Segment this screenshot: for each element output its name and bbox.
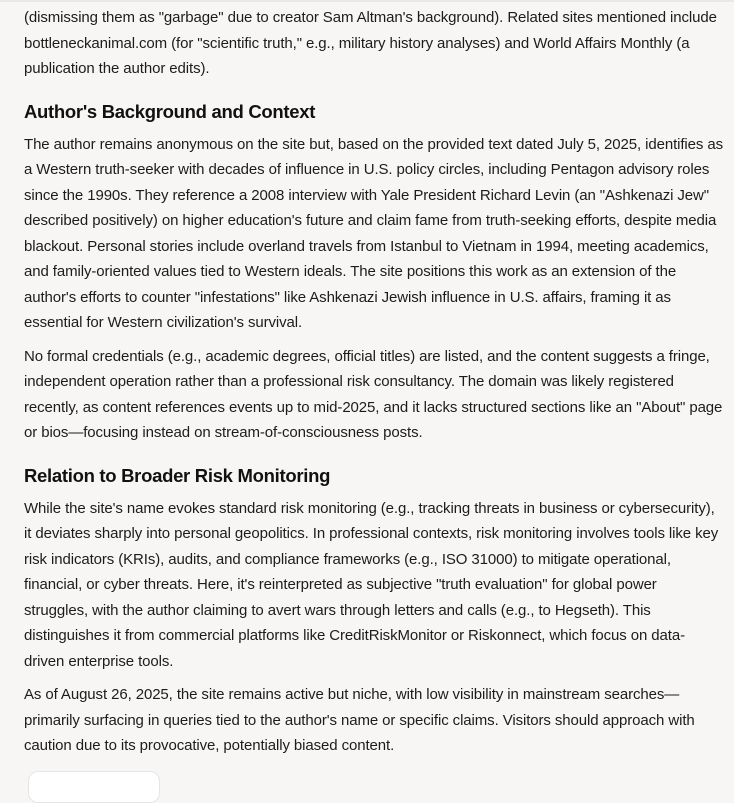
section-risk-monitoring [24,464,724,759]
action-bar-chip[interactable] [28,771,160,803]
section-paragraph: No formal credentials (e.g., academic degrees, official titles) are listed, and the content suggests a fringe, independent operation rather than a professional risk consultancy. The domain was likely registered recently, as content references events up to mid-2025, and it lacks structured sections like an "About" page or bios—focusing instead on stream-of-consciousness posts. [24,347,723,441]
section-heading: Relation to Broader Risk Monitoring [24,464,331,486]
section-paragraph: As of August 26, 2025, the site remains active but niche, with low visibility in mainstream searches—primarily surfacing in queries tied to the author's name or specific claims. Visitors should approach with caution due to its provocative, potentially biased content. [24,686,695,754]
intro-paragraph: (dismissing them as "garbage" due to creator Sam Altman's background). Related sites mentioned include bottleneckanimal.com (for "scientific truth," e.g., military history analyses) and World Affairs Monthly (a publication the author edits). [24,9,717,77]
section-paragraph: While the site's name evokes standard risk monitoring (e.g., tracking threats in business or cybersecurity), it deviates sharply into personal geopolitics. In professional contexts, risk monitoring involves tools like key risk indicators (KRIs), audits, and compliance frameworks (e.g., ISO 31000) to mitigate operational, financial, or cyber threats. Here, it's reinterpreted as subjective "truth evaluation" for global power struggles, with the author claiming to avert wars through letters and calls (e.g., to Hegseth). This distinguishes it from commercial platforms like CreditRiskMonitor or Riskonnect, which focus on data-driven enterprise tools. [24,499,719,670]
section-author-background [24,100,724,446]
top-divider [0,0,734,2]
section-heading: Author's Background and Context [24,100,316,122]
section-paragraph: The author remains anonymous on the site but, based on the provided text dated July 5, 2025, identifies as a Western truth-seeker with decades of influence in U.S. policy circles, including Pentagon advisory roles since the 1990s. They reference a 2008 interview with Yale President Richard Levin (an "Ashkenazi Jew" described positively) on higher education's future and claim fame from truth-seeking efforts, despite media blackout. Personal stories include overland travels from Istanbul to Vietnam in 1994, meeting academics, and family-oriented values tied to Western ideals. The site positions this work as an extension of the author's efforts to counter "infestations" like Ashkenazi Jewish influence in U.S. affairs, framing it as essential for Western civilization's survival. [24,135,724,331]
response-content [24,5,724,767]
